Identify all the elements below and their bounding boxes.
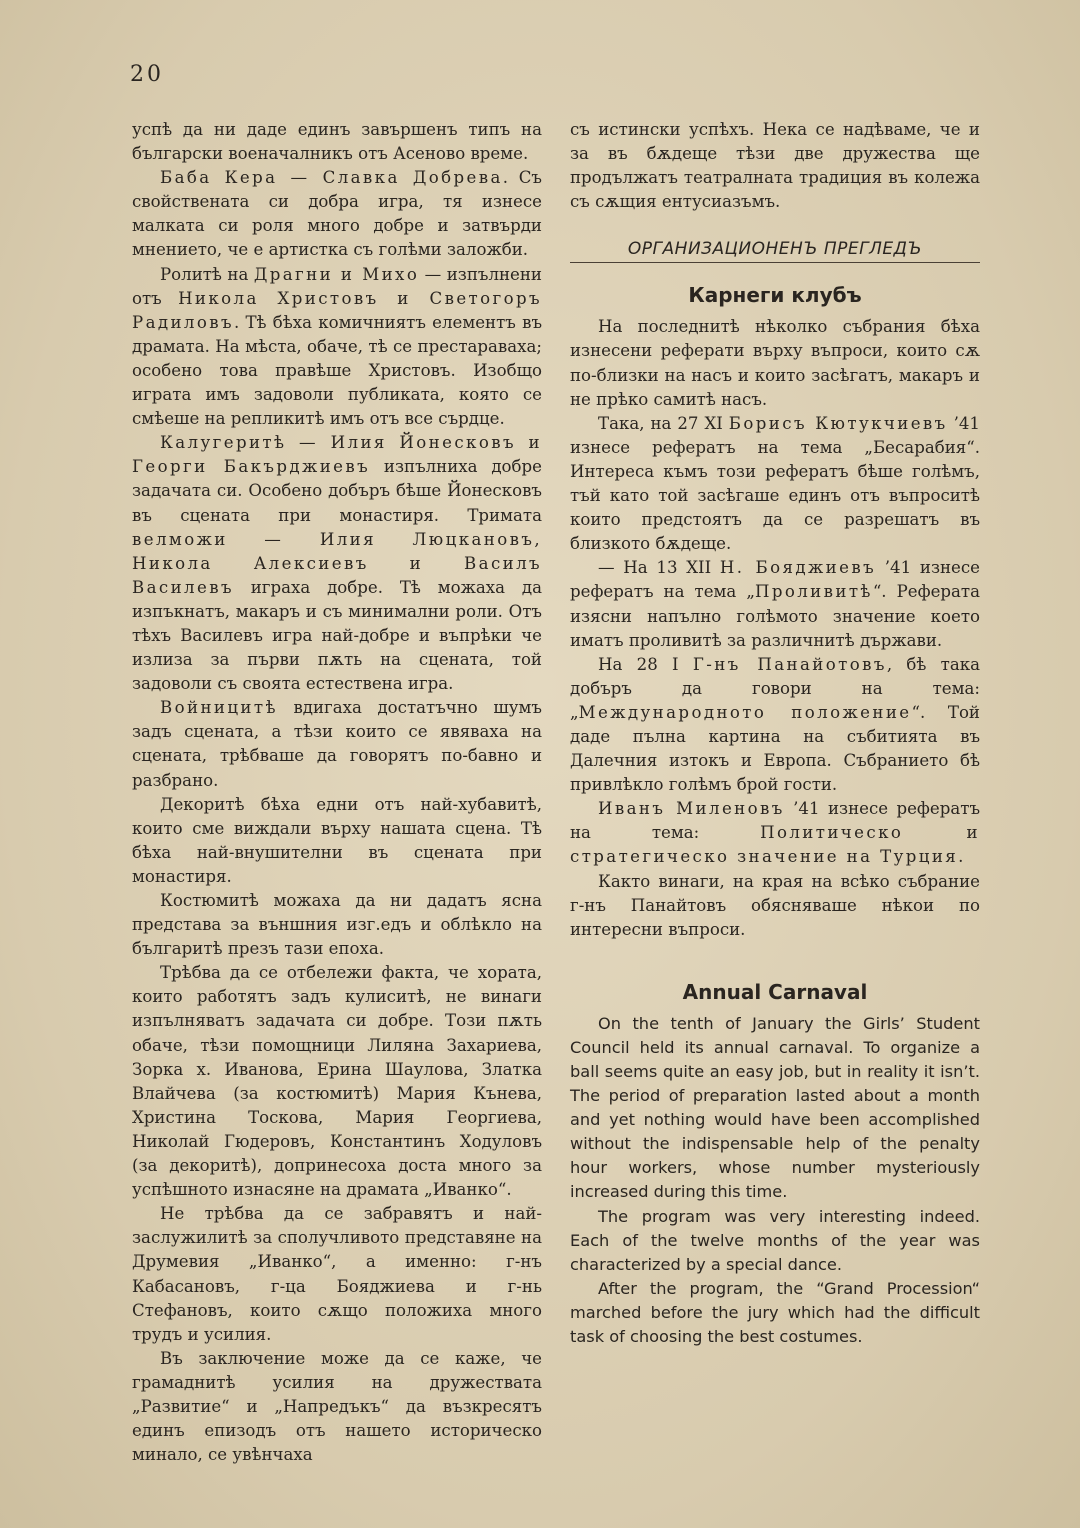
carnaval-paragraph: The program was very interesting indeed. Each of the twelve months of the year was characterized by a special dance.: [570, 1206, 980, 1274]
spaced-text: Международното положение: [578, 702, 912, 722]
carnaval-heading: Annual Carnaval: [682, 979, 868, 1004]
paragraph: [132, 263, 542, 432]
spaced-text: Никола Христовъ и Светогоръ Радиловъ: [132, 288, 542, 332]
paragraph: успѣ да ни даде единъ завършенъ типъ на български военачалникъ отъ Асеново време.: [132, 120, 542, 164]
text-run: изпълниха добре задачата си. Особено добъръ бѣше Йонесковъ въ сцената при монастиря. Тримата: [132, 457, 542, 525]
spaced-text: Политическо и стратегическо значение на Турция.: [570, 823, 980, 867]
spaced-text: Драгни и Михо: [253, 264, 420, 284]
text-run: — изпълнени отъ: [132, 264, 542, 308]
carnaval-paragraph: On the tenth of January the Girls’ Student Council held its annual carnaval. To organize a ball seems quite an easy job, but in reality it isn’t. The period of preparation lasted about a month and yet nothing would have been accomplished without the indispensable help of the penalty hour workers, whose number mysteriously increased during this time.: [570, 1013, 980, 1202]
spaced-text: Борисъ Кютукчиевъ: [728, 413, 948, 433]
carnaval-paragraph: After the program, the “Grand Procession“ marched before the jury which had the difficult task of choosing the best costumes.: [570, 1278, 980, 1347]
text-run: На 28 I: [598, 654, 693, 674]
spaced-text: Проливитѣ: [754, 582, 873, 602]
spaced-text: Калугеритѣ — Илия Йонесковъ и Георги Бакърджиевъ: [132, 433, 542, 477]
spaced-text: велможи — Илия Люцкановъ, Никола Алексиевъ и Василъ Василевъ: [132, 529, 542, 597]
text-run: — На 13 XII: [598, 558, 720, 578]
spaced-text: Войницитѣ: [160, 698, 278, 718]
paragraph: Костюмитѣ можаха да ни дадатъ ясна представа за външния изг.едъ и облѣкло на българитѣ презъ тази епоха.: [132, 891, 542, 959]
left-column: [132, 118, 542, 1467]
text-run: “. Реферата изясни напълно голѣмото значение което иматъ проливитѣ за различнитѣ държави.: [570, 582, 980, 650]
section-heading: ОРГАНИЗАЦИОНЕНЪ ПРЕГЛЕДЪ: [570, 238, 980, 263]
right-column: [570, 118, 980, 1349]
text-run: Ролитѣ на: [160, 264, 254, 284]
paragraph: На последнитѣ нѣколко събрания бѣха изнесени реферати върху въпроси, които сѫ по-близки на насъ и които засѣгатъ, макаръ и не прѣко самитѣ насъ.: [570, 317, 980, 409]
paragraph: Трѣбва да се отбележи факта, че хората, които работятъ задъ кулиситѣ, не винаги изпълняватъ задачата си добре. Този пѫть обаче, тѣзи помощници Лиляна Захариева, Зорка х. Иванова, Ерина Шаулова, Златка Влайчева (за костюмитѣ) Мария Кънева, Христина Тоскова, Мария Георгиева, Николай Гюдеровъ, Константинъ Ходуловъ (за декоритѣ), допринесоха доста много за успѣшното изнасяне на драмата „Иванко“.: [132, 963, 542, 1200]
text-run: “. Той даде пълна картина на събитията въ Далечния изтокъ и Европа. Събранието бѣ привлѣкло голѣмъ брой гости.: [570, 702, 980, 795]
paragraph: [570, 797, 980, 869]
spaced-text: Иванъ Миленовъ: [598, 799, 785, 819]
paragraph: [570, 556, 980, 652]
text-run: играха добре. Тѣ можаха да изпъкнатъ, макаръ и съ минимални роли. Отъ тѣхъ Василевъ игра най-добре и въпрѣки че излиза за първи пѫть на сцената, той задоволи съ своята естествена игра.: [132, 577, 542, 694]
spaced-text: Г-нъ Панайотовъ: [692, 654, 887, 674]
paragraph: [132, 696, 542, 792]
continuation-paragraph: съ истински успѣхъ. Нека се надѣваме, че и за въ бѫдеще тѣзи две дружества ще продължатъ театралната традиция въ колежа съ сѫщия ентусиазъмъ.: [570, 120, 980, 212]
club-heading: Карнеги клубъ: [688, 283, 862, 308]
page-number: 20: [130, 62, 164, 87]
paragraph: Декоритѣ бѣха едни отъ най-хубавитѣ, които сме виждали върху нашата сцена. Тѣ бѣха най-внушителни въ сцената при монастиря.: [132, 794, 542, 886]
paragraph: Въ заключение може да се каже, че грамаднитѣ усилия на дружествата „Развитие“ и „Напредъкъ“ да възкресятъ единъ епизодъ отъ нашето историческо минало, се увѣнчаха: [132, 1348, 542, 1465]
text-run: . Съ свойствената си добра игра, тя изнесе малката си роля много добре и затвърди мнението, че е артистка съ голѣми заложби.: [132, 168, 542, 260]
text-run: ’41 изнесе рефератъ на тема:: [570, 799, 980, 843]
spaced-text: Н. Бояджиевъ: [719, 558, 877, 578]
spaced-text: Баба Кера — Славка Добрева: [160, 168, 503, 188]
paragraph: [570, 412, 980, 557]
text-run: . Тѣ бѣха комичниятъ елементъ въ драмата. На мѣста, обаче, тѣ се престараваха; особено това правѣше Христовъ. Изобщо играта имъ задоволи публиката, която се смѣеше на репликитѣ имъ отъ все сърдце.: [132, 312, 542, 429]
paragraph: [132, 431, 542, 696]
paragraph: [132, 166, 542, 262]
text-run: , бѣ така добъръ да говори на тема: „: [570, 654, 980, 722]
club-paragraphs: [570, 315, 980, 941]
paragraph: [570, 653, 980, 798]
text-run: ’41 изнесе рефератъ на тема „Бесарабия“. Интереса къмъ този рефератъ бѣше голѣмъ, тъй като той засѣгаше единъ отъ въпроситѣ които предстоятъ да се разрешатъ въ близкото бѫдеще.: [570, 413, 980, 554]
text-run: Така, на 27 XI: [598, 413, 729, 433]
carnaval-article: [570, 1012, 980, 1349]
paragraph: Не трѣбва да се забравятъ и най-заслужилитѣ за сполучливото представяне на Друмевия „Иванко“, а именно: г-нъ Кабасановъ, г-ца Бояджиева и г-нь Стефановъ, които сѫщо положиха много трудъ и усилия.: [132, 1204, 542, 1344]
text-run: ’41 изнесе рефератъ на тема „: [570, 558, 980, 602]
text-run: вдигаха достатъчно шумъ задъ сцената, а тѣзи които се явяваха на сцената, трѣбваше да говорятъ по-бавно и разбрано.: [132, 698, 542, 790]
paragraph: Както винаги, на края на всѣко събрание г-нъ Панайтовъ обясняваше нѣкои по интересни въпроси.: [570, 871, 980, 939]
